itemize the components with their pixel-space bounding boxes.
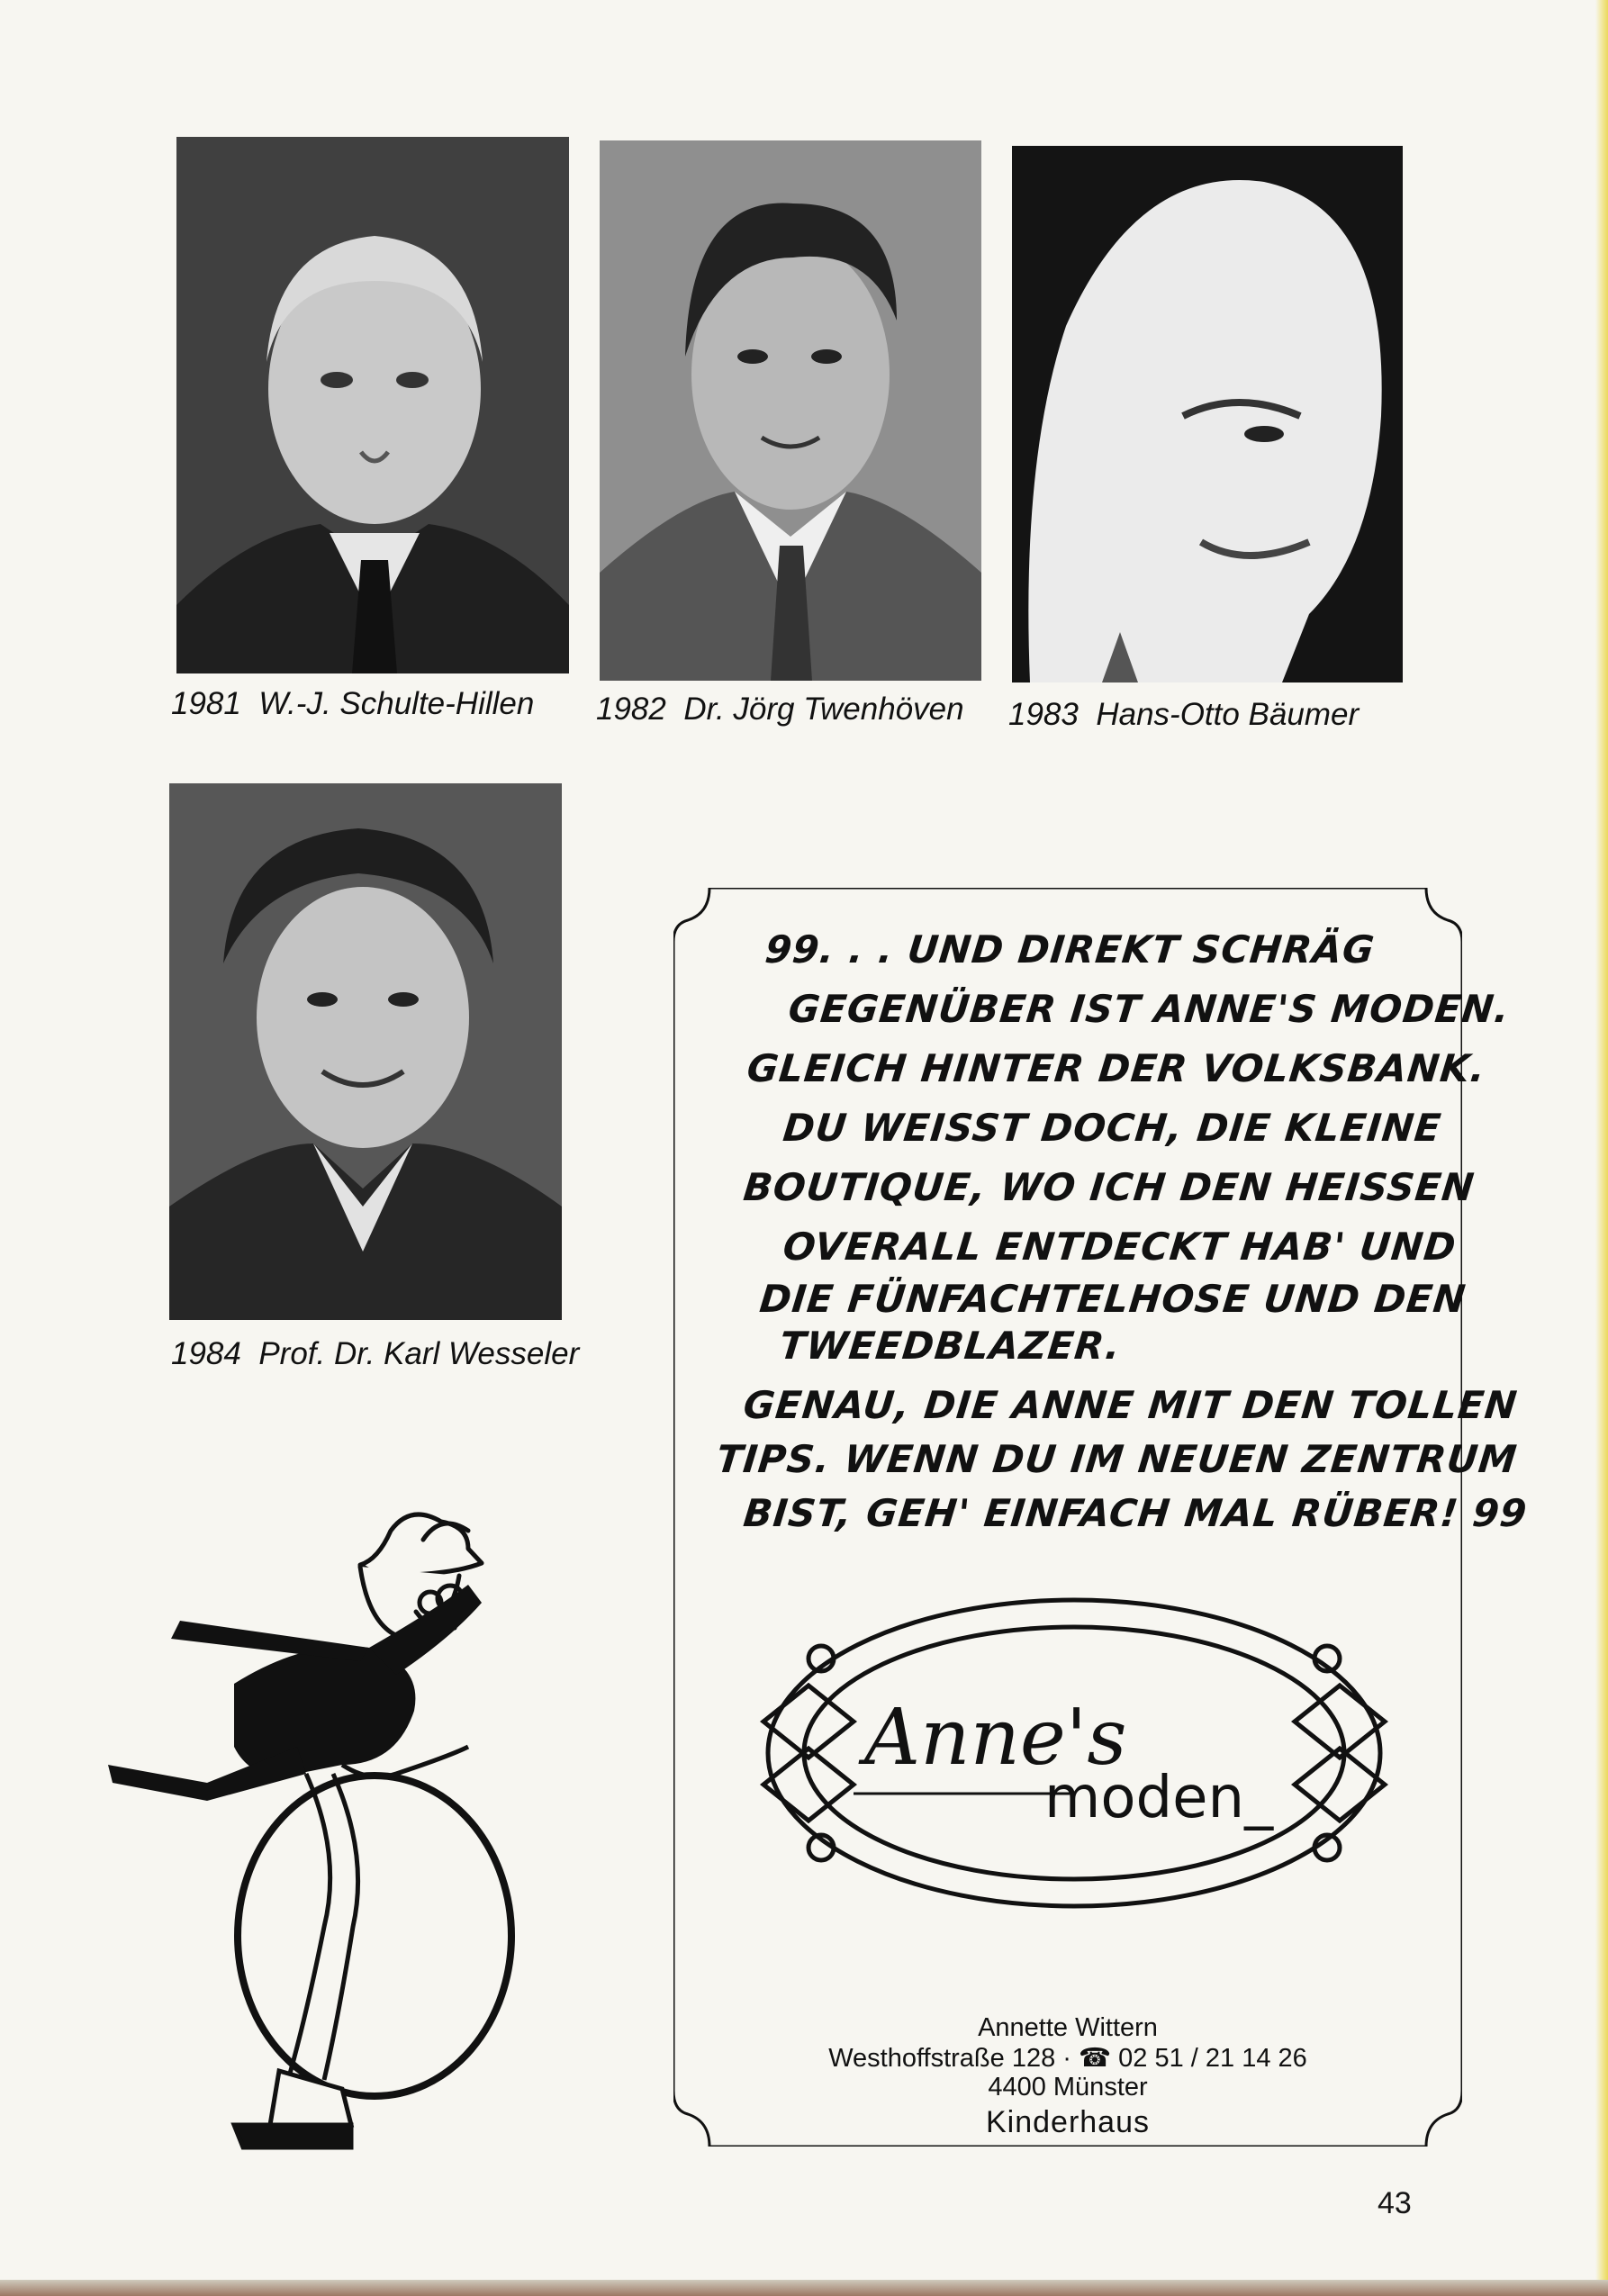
logo-word-moden: moden_ bbox=[1044, 1765, 1274, 1831]
cartoon-man-on-ball-illustration bbox=[72, 1477, 594, 2188]
ad-quote-line: 99. . . UND DIREKT SCHRÄG bbox=[763, 927, 1378, 972]
portrait-photo-1983 bbox=[1012, 146, 1403, 682]
caption-name: Hans-Otto Bäumer bbox=[1096, 697, 1360, 732]
ad-quote-line: OVERALL ENTDECKT HAB' UND bbox=[781, 1225, 1459, 1269]
ad-address-name: Annette Wittern bbox=[978, 2013, 1158, 2042]
portrait-caption-1982 bbox=[596, 692, 964, 728]
portrait-caption-1981 bbox=[171, 686, 534, 722]
caption-name: Dr. Jörg Twenhöven bbox=[683, 692, 964, 727]
caption-year: 1984 bbox=[171, 1336, 241, 1371]
caption-year: 1983 bbox=[1008, 697, 1079, 732]
caption-name: Prof. Dr. Karl Wesseler bbox=[258, 1336, 580, 1371]
ad-quote-line: TWEEDBLAZER. bbox=[777, 1324, 1124, 1368]
caption-name: W.-J. Schulte-Hillen bbox=[258, 686, 535, 721]
ad-quote-line: BIST, GEH' EINFACH MAL RÜBER! 99 bbox=[741, 1491, 1530, 1535]
page-edge-bottom bbox=[0, 2280, 1608, 2296]
ad-quote-line: DU WEISST DOCH, DIE KLEINE bbox=[781, 1106, 1444, 1150]
portrait-caption-1983 bbox=[1008, 697, 1359, 733]
ad-quote-line: TIPS. WENN DU IM NEUEN ZENTRUM bbox=[714, 1437, 1520, 1481]
logo-script-annes: Anne's bbox=[864, 1693, 1127, 1783]
portrait-photo-1984 bbox=[169, 783, 562, 1320]
portrait-photo-1981 bbox=[176, 137, 569, 673]
ad-address-district: Kinderhaus bbox=[985, 2105, 1150, 2139]
ad-quote-line: GEGENÜBER IST ANNE'S MODEN. bbox=[786, 987, 1513, 1031]
ad-quote-line: GENAU, DIE ANNE MIT DEN TOLLEN bbox=[741, 1383, 1520, 1427]
ad-quote-line: BOUTIQUE, WO ICH DEN HEISSEN bbox=[741, 1165, 1477, 1209]
portrait-caption-1984 bbox=[171, 1336, 579, 1372]
page-number: 43 bbox=[1378, 2186, 1412, 2220]
ad-address-street: Westhoffstraße 128 · ☎ 02 51 / 21 14 26 bbox=[828, 2044, 1307, 2073]
caption-year: 1982 bbox=[596, 692, 666, 727]
page-edge-yellow bbox=[1595, 0, 1608, 2296]
ad-quote-line: GLEICH HINTER DER VOLKSBANK. bbox=[745, 1046, 1488, 1090]
portrait-photo-1982 bbox=[600, 140, 981, 681]
ad-address-city: 4400 Münster bbox=[988, 2073, 1148, 2102]
ad-quote-line: DIE FÜNFACHTELHOSE UND DEN bbox=[757, 1277, 1468, 1321]
caption-year: 1981 bbox=[171, 686, 241, 721]
